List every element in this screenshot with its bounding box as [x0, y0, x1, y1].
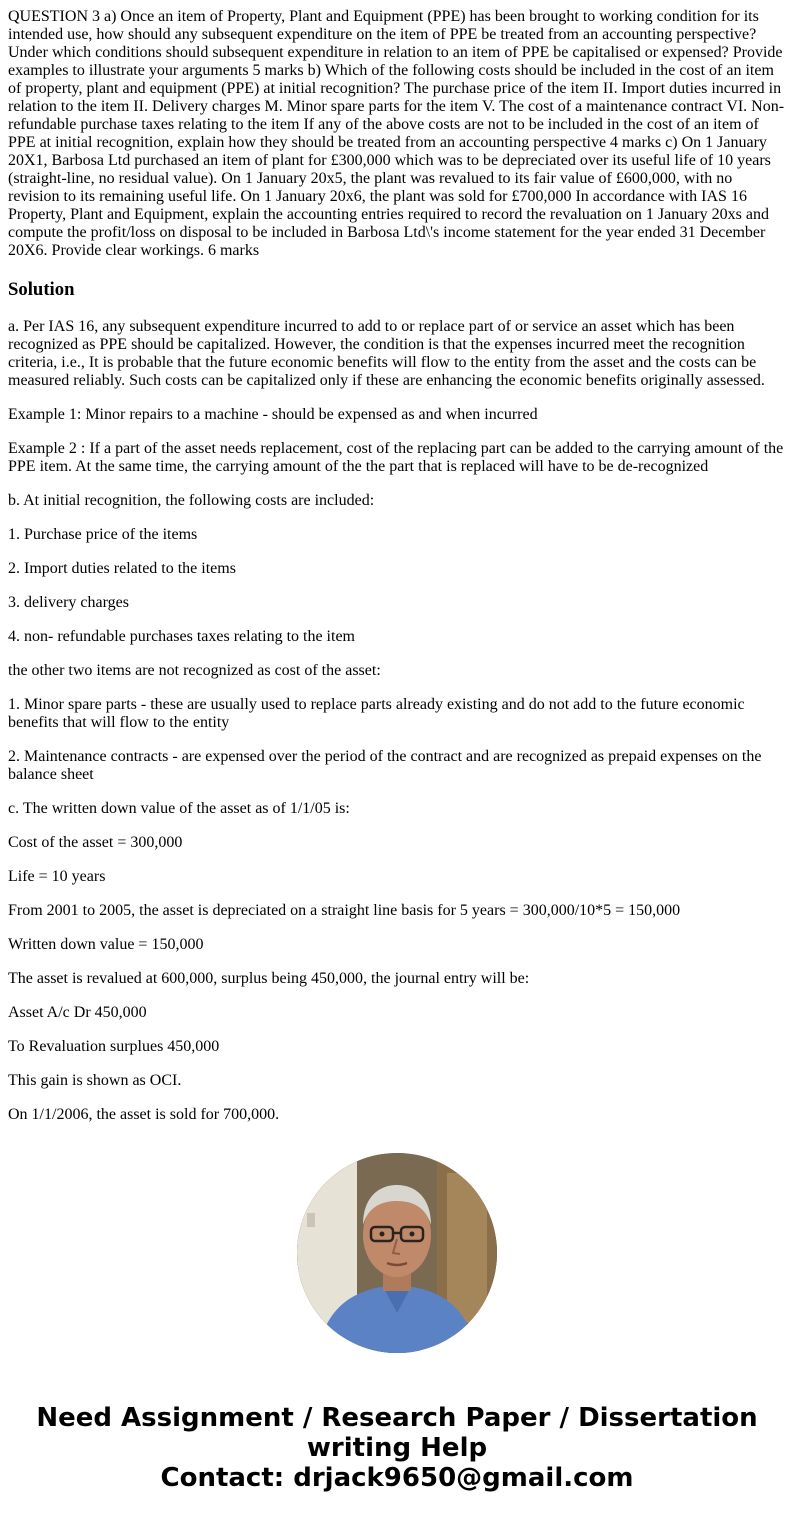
solution-paragraph: 3. delivery charges: [8, 594, 129, 611]
solution-paragraph: b. At initial recognition, the following costs are included:: [8, 492, 375, 509]
solution-paragraph: the other two items are not recognized as cost of the asset:: [8, 662, 381, 679]
question-text: QUESTION 3 a) Once an item of Property, Plant and Equipment (PPE) has been brought to working condition for its intended use, how should any subsequent expenditure on the item of PPE be treated from an accounting perspective? Under which conditions should subsequent expenditure in relation to an item of PPE be capitalised or expensed? Provide examples to illustrate your arguments 5 marks b) Which of the following costs should be included in the cost of an item of property, plant and equipment (PPE) at initial recognition? The purchase price of the item II. Import duties incurred in relation to the item II. Delivery charges M. Minor spare parts for the item V. The cost of a maintenance contract VI. Non-refundable purchase taxes relating to the item If any of the above costs are not to be included in the cost of an item of PPE at initial recognition, explain how they should be treated from an accounting perspective 4 marks c) On 1 January 20X1, Barbosa Ltd purchased an item of plant for £300,000 which was to be depreciated over its useful life of 10 years (straight-line, no residual value). On 1 January 20x5, the plant was revalued to its fair value of £600,000, with no revision to its remaining useful life. On 1 January 20x6, the plant was sold for £700,000 In accordance with IAS 16 Property, Plant and Equipment, explain the accounting entries required to record the revaluation on 1 January 20xs and compute the profit/loss on disposal to be included in Barbosa Ltd\'s income statement for the year ended 31 December 20X6. Provide clear workings. 6 marks: [8, 8, 785, 259]
solution-paragraph: Cost of the asset = 300,000: [8, 834, 183, 851]
solution-body: [8, 318, 786, 1124]
solution-paragraph: 2. Maintenance contracts - are expensed over the period of the contract and are recognized as prepaid expenses on the balance sheet: [8, 748, 762, 783]
promo-contact: Contact: drjack9650@gmail.com: [160, 1463, 634, 1493]
solution-paragraph: Example 1: Minor repairs to a machine - should be expensed as and when incurred: [8, 406, 538, 423]
avatar-portrait: [297, 1153, 497, 1353]
solution-paragraph: Asset A/c Dr 450,000: [8, 1004, 147, 1021]
promo-headline: Need Assignment / Research Paper / Dissertation writing Help: [36, 1403, 758, 1463]
solution-paragraph: 1. Minor spare parts - these are usually used to replace parts already existing and do not add to the future economic benefits that will flow to the entity: [8, 696, 745, 731]
document-content: [8, 8, 786, 1140]
solution-paragraph: This gain is shown as OCI.: [8, 1072, 182, 1089]
solution-paragraph: 1. Purchase price of the items: [8, 526, 198, 543]
solution-paragraph: c. The written down value of the asset as of 1/1/05 is:: [8, 800, 350, 817]
solution-paragraph: Life = 10 years: [8, 868, 106, 885]
solution-paragraph: Example 2 : If a part of the asset needs replacement, cost of the replacing part can be added to the carrying amount of the PPE item. At the same time, the carrying amount of the the part that is replaced will have to be de-recognized: [8, 440, 784, 475]
solution-paragraph: From 2001 to 2005, the asset is depreciated on a straight line basis for 5 years = 300,000/10*5 = 150,000: [8, 902, 681, 919]
promo-banner: [0, 1403, 794, 1493]
author-avatar: [297, 1153, 497, 1353]
solution-paragraph: The asset is revalued at 600,000, surplus being 450,000, the journal entry will be:: [8, 970, 530, 987]
solution-heading: Solution: [8, 279, 75, 300]
solution-paragraph: 4. non- refundable purchases taxes relating to the item: [8, 628, 355, 645]
solution-paragraph: To Revaluation surplues 450,000: [8, 1038, 220, 1055]
solution-paragraph: Written down value = 150,000: [8, 936, 204, 953]
solution-paragraph: a. Per IAS 16, any subsequent expenditure incurred to add to or replace part of or service an asset which has been recognized as PPE should be capitalized. However, the condition is that the expenses incurred meet the recognition criteria, i.e., It is probable that the future economic benefits will flow to the entity from the asset and the costs can be measured reliably. Such costs can be capitalized only if these are enhancing the economic benefits originally assessed.: [8, 318, 765, 389]
solution-paragraph: 2. Import duties related to the items: [8, 560, 236, 577]
solution-paragraph: On 1/1/2006, the asset is sold for 700,000.: [8, 1106, 280, 1123]
